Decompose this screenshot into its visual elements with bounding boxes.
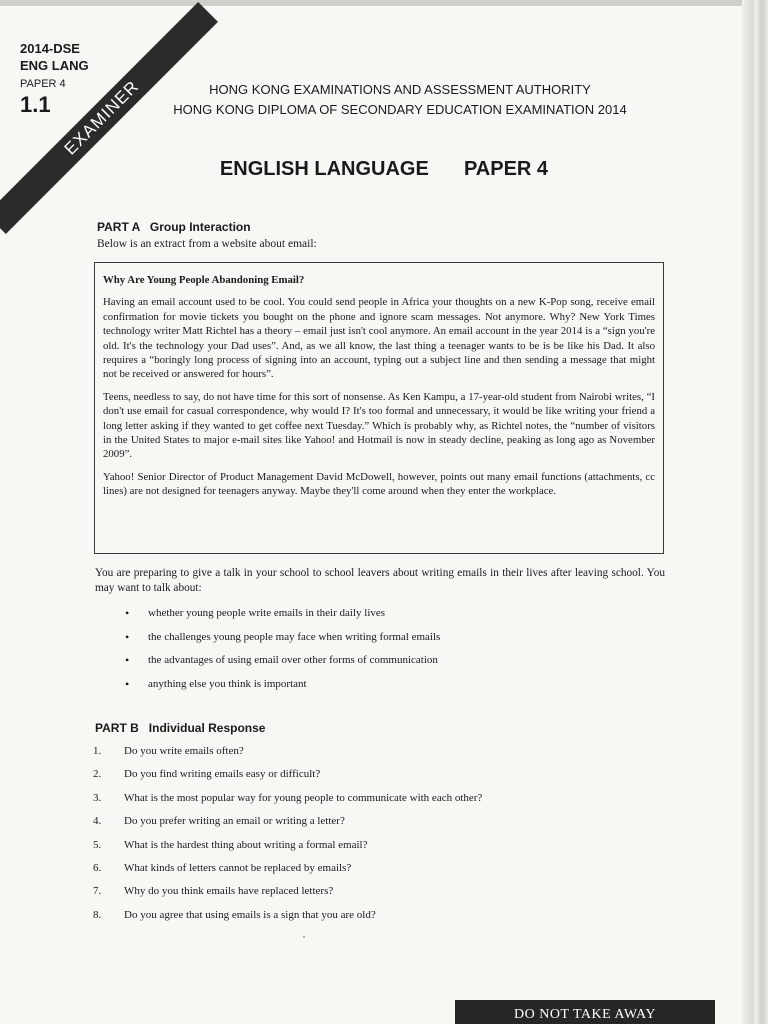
paper-code-line2: ENG LANG — [20, 58, 89, 73]
examiner-banner: EXAMINER — [0, 2, 218, 234]
question-item — [93, 792, 482, 815]
talk-points-list — [125, 607, 440, 701]
scan-speck — [303, 936, 305, 938]
question-number: 1. — [93, 745, 102, 757]
list-item: • anything else you think is important — [125, 678, 440, 702]
question-item — [93, 745, 482, 768]
question-number: 8. — [93, 908, 102, 921]
authority-name: HONG KONG EXAMINATIONS AND ASSESSMENT AUTHORITY — [209, 82, 591, 97]
question-item — [93, 885, 482, 908]
question-text: Do you agree that using emails is a sign that you are old? — [124, 908, 376, 921]
question-text: What is the most popular way for young people to communicate with each other? — [124, 791, 483, 804]
article-title: Why Are Young People Abandoning Email? — [103, 274, 305, 286]
list-item: • whether young people write emails in their daily lives — [125, 607, 440, 631]
question-text: Do you find writing emails easy or difficult? — [124, 768, 321, 781]
page-stack-edge — [742, 0, 768, 1024]
page-title — [0, 158, 768, 181]
question-number: 4. — [93, 815, 102, 828]
title-subject: ENGLISH LANGUAGE — [219, 158, 429, 180]
question-item — [93, 815, 482, 838]
paper-number: 1.1 — [20, 92, 51, 117]
article-paragraph: Yahoo! Senior Director of Product Management David McDowell, however, points out many email functions (attachments, cc lines) are not designed for teenagers anyway. Maybe they'll come around when they enter the workplace. — [103, 470, 655, 498]
paper-code-line1: 2014-DSE — [20, 41, 80, 56]
paper-label: PAPER 4 — [20, 78, 66, 90]
question-item — [93, 768, 482, 791]
question-text: Why do you think emails have replaced letters? — [124, 885, 334, 898]
question-text: Do you prefer writing an email or writing a letter? — [124, 815, 345, 828]
list-item: • the challenges young people may face when writing formal emails — [125, 631, 440, 655]
article-box — [94, 262, 664, 554]
article-paragraph: Having an email account used to be cool. You could send people in Africa your thoughts on a new K-Pop song, receive email confirmation for movie tickets you bought on the phone and ignore scam messages. Not anymore. Why? New York Times technology writer Matt Richtel has a theory – email just isn't cool anymore. An email account in the year 2014 is a “sign you're old. It's the technology your Dad uses”. And, as we all know, the last thing a teenager wants to be is be like his Dad. It also requires a “boringly long process of signing into an account, typing out a subject line and then sending a message that might not be received or answered for hours”. — [103, 296, 655, 381]
question-number: 7. — [93, 885, 102, 898]
question-text: What kinds of letters cannot be replaced by emails? — [124, 861, 352, 874]
question-number: 6. — [93, 861, 102, 874]
part-a-intro: Below is an extract from a website about email: — [97, 238, 317, 250]
question-item — [93, 909, 482, 932]
task-instructions: You are preparing to give a talk in your school to school leavers about writing emails in their lives after leaving school. You may want to talk about: — [95, 567, 665, 594]
do-not-take-away-label: DO NOT TAKE AWAY — [455, 1000, 715, 1024]
scan-top-edge — [0, 0, 768, 6]
article-paragraph: Teens, needless to say, do not have time for this sort of nonsense. As Ken Kampu, a 17-year-old student from Nairobi writes, “I don't use email for casual correspondence, why would I? It's too formal and unnecessary, it would be like writing your friend a long letter asking if they wanted to get coffee next Tuesday.” Which is probably why, as Richtel notes, the “number of visitors in the United States to major e-mail sites like Yahoo! and Hotmail is now in steady decline, peaking as long ago as November 2009”. — [103, 390, 655, 461]
title-paper: PAPER 4 — [463, 158, 549, 180]
question-item — [93, 839, 482, 862]
question-item — [93, 862, 482, 885]
question-number: 5. — [93, 838, 102, 851]
list-item: • the advantages of using email over other forms of communication — [125, 654, 440, 678]
questions-list — [93, 745, 482, 932]
exam-name: HONG KONG DIPLOMA OF SECONDARY EDUCATION EXAMINATION 2014 — [173, 102, 627, 117]
question-number: 2. — [93, 768, 102, 781]
question-text: Do you write emails often? — [124, 745, 244, 757]
part-a-heading: PART A Group Interaction — [97, 220, 251, 234]
exam-authority-header — [140, 80, 660, 120]
paper-code — [20, 40, 89, 117]
question-number: 3. — [93, 791, 102, 804]
question-text: What is the hardest thing about writing a formal email? — [124, 838, 368, 851]
part-b-heading: PART B Individual Response — [95, 721, 266, 735]
